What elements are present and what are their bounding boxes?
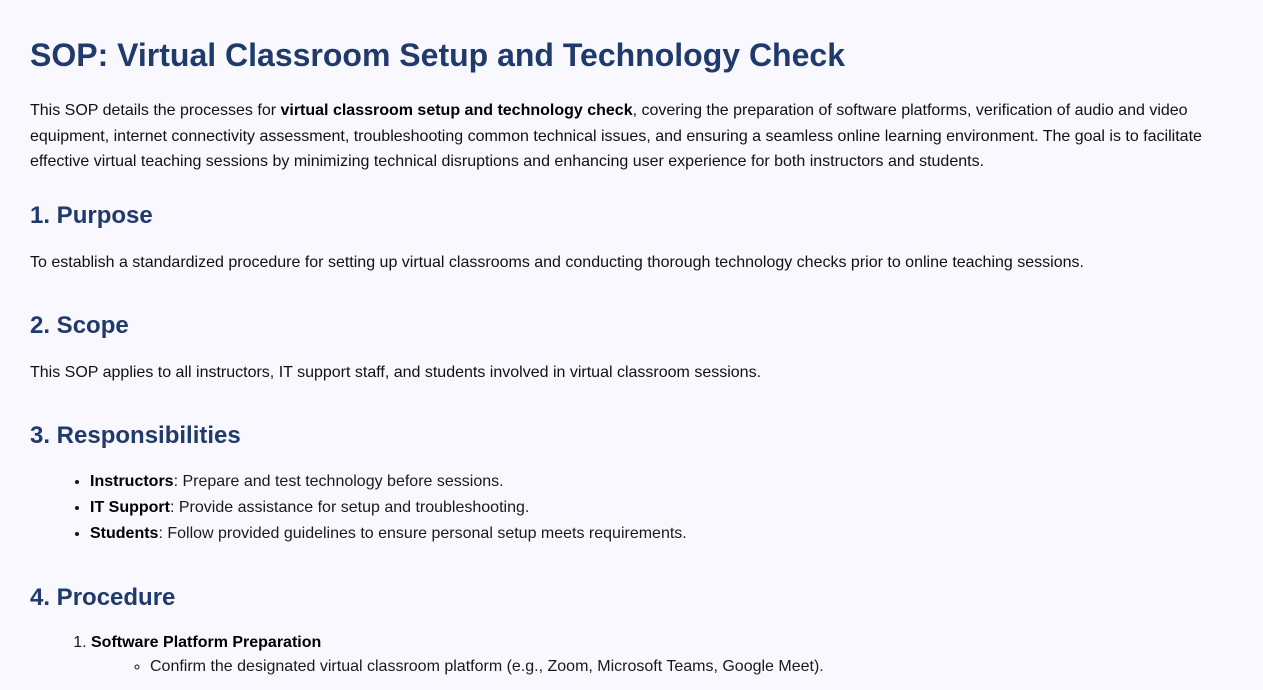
procedure-heading: 4. Procedure <box>30 583 176 611</box>
scope-heading: 2. Scope <box>30 311 129 339</box>
responsibilities-heading: 3. Responsibilities <box>30 421 241 449</box>
role-description: : Provide assistance for setup and troubleshooting. <box>169 498 530 516</box>
page-title: SOP: Virtual Classroom Setup and Technology Check <box>30 37 845 73</box>
role-label: IT Support <box>90 498 170 516</box>
scope-text: This SOP applies to all instructors, IT support staff, and students involved in virtual classroom sessions. <box>30 363 762 381</box>
list-item-it-support <box>90 495 1233 521</box>
intro-highlight: virtual classroom setup and technology check <box>280 102 633 119</box>
list-item-students <box>90 521 1233 547</box>
purpose-heading: 1. Purpose <box>30 201 153 229</box>
purpose-text: To establish a standardized procedure for setting up virtual classrooms and conducting thorough technology checks prior to online teaching sessions. <box>30 253 1084 271</box>
role-description: : Prepare and test technology before sessions. <box>173 472 504 490</box>
step-substeps <box>91 655 1233 679</box>
intro-text-end: , covering the preparation of software platforms, verification of audio and video equipment, internet connectivity assessment, troubleshooting common technical issues, and ensuring a seamless online learning environment. The goal is to facilitate effective virtual teaching sessions by minimizing technical disruptions and enhancing user experience for both instructors and students. <box>30 102 1202 170</box>
list-item-instructors <box>90 469 1233 495</box>
procedure-steps <box>30 631 1233 679</box>
responsibilities-list <box>30 469 1233 547</box>
role-label: Students <box>90 524 159 542</box>
intro-paragraph <box>30 98 1233 175</box>
step-title: Software Platform Preparation <box>91 633 322 651</box>
substep-item: ◦ Confirm the designated virtual classroom platform (e.g., Zoom, Microsoft Teams, Google Meet). <box>150 655 1233 679</box>
role-label: Instructors <box>90 472 174 490</box>
intro-text-start: This SOP details the processes for <box>30 102 281 119</box>
role-description: : Follow provided guidelines to ensure personal setup meets requirements. <box>158 524 687 542</box>
procedure-step <box>91 631 1233 679</box>
